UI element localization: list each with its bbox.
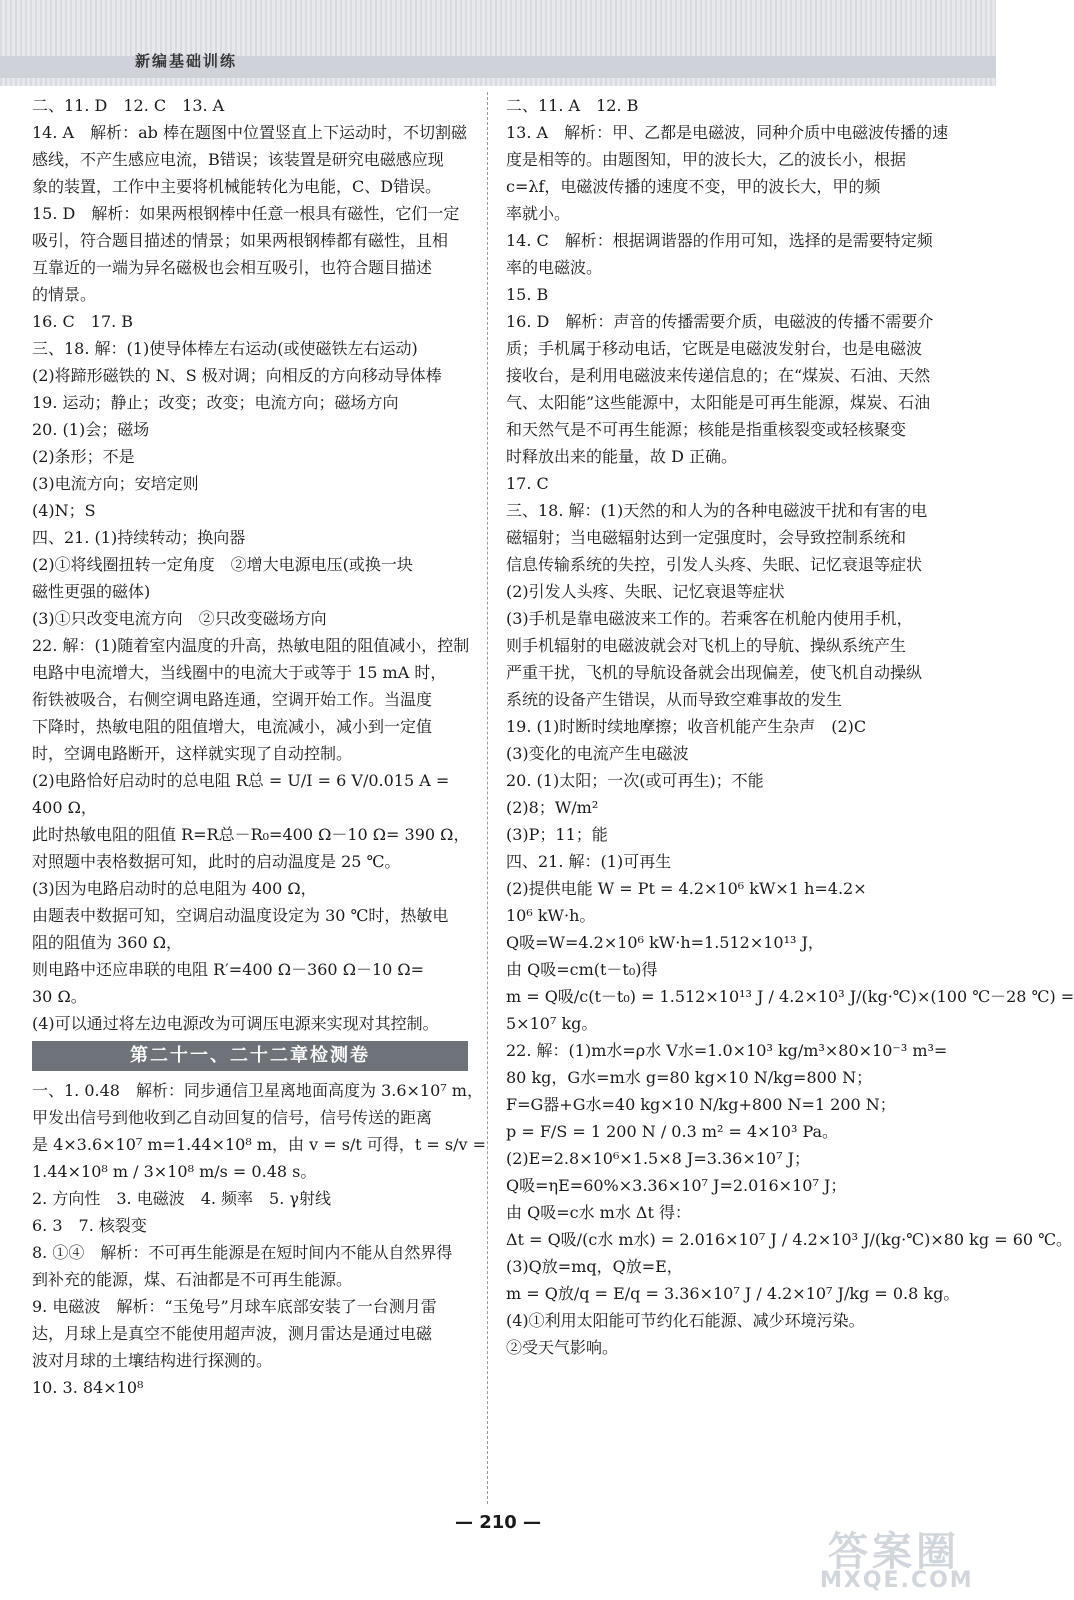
answer-line: 和天然气是不可再生能源；核能是指重核裂变或轻核聚变 [506, 420, 907, 439]
answer-line: 9. 电磁波 解析：“玉兔号”月球车底部安装了一台测月雷 [32, 1297, 437, 1316]
answer-line: 14. C 解析：根据调谐器的作用可知，选择的是需要特定频 [506, 231, 933, 250]
answer-line: 电路中电流增大，当线圈中的电流大于或等于 15 mA 时， [32, 663, 447, 682]
answer-line: 22. 解：(1)m水=ρ水 V水=1.0×10³ kg/m³×80×10⁻³ m³= [506, 1041, 948, 1060]
answer-line: 8. ①④ 解析：不可再生能源是在短时间内不能从自然界得 [32, 1243, 453, 1262]
answer-line: 由 Q吸=cm(t－t₀)得 [506, 960, 658, 979]
answer-line: 接收台，是利用电磁波来传递信息的；在“煤炭、石油、天然 [506, 366, 931, 385]
answer-line: 气、太阳能”这些能源中，太阳能是可再生能源，煤炭、石油 [506, 393, 931, 412]
answer-line: (4)①利用太阳能可节约化石能源、减少环境污染。 [506, 1311, 865, 1330]
answer-line: (2)E=2.8×10⁶×1.5×8 J=3.36×10⁷ J； [506, 1149, 811, 1168]
answer-line: 波对月球的土壤结构进行探测的。 [32, 1351, 273, 1370]
answer-line: 象的装置，工作中主要将机械能转化为电能，C、D错误。 [32, 177, 442, 196]
answer-line: 2. 方向性 3. 电磁波 4. 频率 5. γ射线 [32, 1189, 331, 1208]
answer-line: (2)引发人头疼、失眠、记忆衰退等症状 [506, 582, 785, 601]
answer-line: 14. A 解析：ab 棒在题图中位置竖直上下运动时，不切割磁 [32, 123, 467, 142]
answer-line: 时释放出来的能量，故 D 正确。 [506, 447, 738, 466]
answer-line: 磁性更强的磁体) [32, 582, 151, 601]
answer-line: 严重干扰，飞机的导航设备就会出现偏差，使飞机自动操纵 [506, 663, 923, 682]
answer-line: 则手机辐射的电磁波就会对飞机上的导航、操纵系统产生 [506, 636, 907, 655]
page-number: — 210 — [454, 1512, 542, 1533]
answer-line: (2)电路恰好启动时的总电阻 R总 = U/I = 6 V/0.015 A = [32, 771, 450, 790]
page-header [0, 0, 996, 86]
answer-line: 16. D 解析：声音的传播需要介质，电磁波的传播不需要介 [506, 312, 934, 331]
answer-line: 对照题中表格数据可知，此时的启动温度是 25 ℃。 [32, 852, 401, 871]
answer-line: 17. C [506, 474, 549, 493]
answer-line: (3)①只改变电流方向 ②只改变磁场方向 [32, 609, 327, 628]
answer-line: (2)将蹄形磁铁的 N、S 极对调；向相反的方向移动导体棒 [32, 366, 442, 385]
answer-line: 15. B [506, 285, 549, 304]
watermark-bottom: MXQE.COM [820, 1568, 974, 1593]
answer-line: 率的电磁波。 [506, 258, 603, 277]
answer-line: (3)因为电路启动时的总电阻为 400 Ω， [32, 879, 317, 898]
answer-line: c=λf，电磁波传播的速度不变，甲的波长大，甲的频 [506, 177, 881, 196]
answer-line: 下降时，热敏电阻的阻值增大，电流减小，减小到一定值 [32, 717, 433, 736]
answer-line: 22. 解：(1)随着室内温度的升高，热敏电阻的阻值减小，控制 [32, 636, 470, 655]
left-column [32, 92, 486, 1401]
answer-line: 信息传输系统的失控，引发人头疼、失眠、记忆衰退等症状 [506, 555, 923, 574]
answer-line: (4)可以通过将左边电源改为可调压电源来实现对其控制。 [32, 1014, 439, 1033]
answer-line: 二、11. D 12. C 13. A [32, 96, 225, 115]
left-answers-block-2 [32, 1077, 486, 1401]
answer-line: 此时热敏电阻的阻值 R=R总－R₀=400 Ω－10 Ω= 390 Ω， [32, 825, 470, 844]
answer-line: 阻的阻值为 360 Ω， [32, 933, 182, 952]
header-title: 新编基础训练 [135, 52, 238, 70]
answer-line: 三、18. 解：(1)天然的和人为的各种电磁波干扰和有害的电 [506, 501, 928, 520]
answer-line: 10⁶ kW·h。 [506, 906, 596, 925]
answer-line: 互靠近的一端为异名磁极也会相互吸引，也符合题目描述 [32, 258, 433, 277]
answer-line: 质；手机属于移动电话，它既是电磁波发射台，也是电磁波 [506, 339, 923, 358]
answer-line: 的情景。 [32, 285, 97, 304]
answer-line: F=G器+G水=40 kg×10 N/kg+800 N=1 200 N； [506, 1095, 896, 1114]
answer-line: 19. (1)时断时续地摩擦；收音机能产生杂声 (2)C [506, 717, 867, 736]
answer-line: 二、11. A 12. B [506, 96, 639, 115]
answer-line: 20. (1)会；磁场 [32, 420, 150, 439]
answer-line: 由题表中数据可知，空调启动温度设定为 30 ℃时，热敏电 [32, 906, 449, 925]
answer-line: 5×10⁷ kg。 [506, 1014, 598, 1033]
answer-line: (2)提供电能 W = Pt = 4.2×10⁶ kW×1 h=4.2× [506, 879, 867, 898]
answer-line: 由 Q吸=c水 m水 Δt 得： [506, 1203, 691, 1222]
answer-line: 达，月球上是真空不能使用超声波，测月雷达是通过电磁 [32, 1324, 433, 1343]
answer-line: 一、1. 0.48 解析：同步通信卫星离地面高度为 3.6×10⁷ m， [32, 1081, 483, 1100]
answer-line: 时，空调电路断开，这样就实现了自动控制。 [32, 744, 353, 763]
answer-line: 磁辐射；当电磁辐射达到一定强度时，会导致控制系统和 [506, 528, 907, 547]
answer-line: 衔铁被吸合，右侧空调电路连通，空调开始工作。当温度 [32, 690, 433, 709]
answer-line: Δt = Q吸/(c水 m水) = 2.016×10⁷ J / 4.2×10³ J/(kg·℃)×80 kg = 60 ℃。 [506, 1230, 1073, 1249]
answer-line: 13. A 解析：甲、乙都是电磁波，同种介质中电磁波传播的速 [506, 123, 949, 142]
answer-line: (3)变化的电流产生电磁波 [506, 744, 689, 763]
answer-line: 6. 3 7. 核裂变 [32, 1216, 147, 1235]
answer-line: 是 4×3.6×10⁷ m=1.44×10⁸ m，由 v = s/t 可得，t = s/v = [32, 1135, 486, 1154]
answer-line: 度是相等的。由题图知，甲的波长大，乙的波长小，根据 [506, 150, 907, 169]
answer-line: 到补充的能源，煤、石油都是不可再生能源。 [32, 1270, 353, 1289]
answer-line: (2)①将线圈扭转一定角度 ②增大电源电压(或换一块 [32, 555, 413, 574]
answer-line: m = Q吸/c(t－t₀) = 1.512×10¹³ J / 4.2×10³ J/(kg·℃)×(100 ℃－28 ℃) = [506, 987, 1074, 1006]
answer-line: 系统的设备产生错误，从而导致空难事故的发生 [506, 690, 843, 709]
answer-line: 16. C 17. B [32, 312, 134, 331]
answer-line: 四、21. (1)持续转动；换向器 [32, 528, 246, 547]
section-banner: 第二十一、二十二章检测卷 [32, 1041, 468, 1071]
watermark-logo [810, 1520, 990, 1596]
answer-line: (3)P；11；能 [506, 825, 608, 844]
watermark-top: 答案圈 [828, 1529, 960, 1575]
answer-line: (3)手机是靠电磁波来工作的。若乘客在机舱内使用手机， [506, 609, 913, 628]
answer-line: ②受天气影响。 [506, 1338, 619, 1357]
column-divider [487, 92, 488, 1504]
answer-line: (4)N；S [32, 501, 96, 520]
answer-line: m = Q放/q = E/q = 3.36×10⁷ J / 4.2×10⁷ J/kg = 0.8 kg。 [506, 1284, 960, 1303]
answer-line: 感线，不产生感应电流，B错误；该装置是研究电磁感应现 [32, 150, 444, 169]
answer-line: (3)电流方向；安培定则 [32, 474, 199, 493]
answer-line: 30 Ω。 [32, 987, 87, 1006]
right-column [506, 92, 1074, 1361]
answer-line: 则电路中还应串联的电阻 R′=400 Ω－360 Ω－10 Ω= [32, 960, 425, 979]
answer-line: 三、18. 解：(1)使导体棒左右运动(或使磁铁左右运动) [32, 339, 418, 358]
answer-line: p = F/S = 1 200 N / 0.3 m² = 4×10³ Pa。 [506, 1122, 839, 1141]
answer-line: 1.44×10⁸ m / 3×10⁸ m/s = 0.48 s。 [32, 1162, 317, 1181]
answer-line: (2)条形；不是 [32, 447, 135, 466]
left-answers-block [32, 92, 468, 1037]
answer-line: 400 Ω， [32, 798, 97, 817]
answer-line: 10. 3. 84×10⁸ [32, 1378, 144, 1397]
answer-line: 15. D 解析：如果两根钢棒中任意一根具有磁性，它们一定 [32, 204, 460, 223]
answer-line: 率就小。 [506, 204, 571, 223]
answer-line: (2)8；W/m² [506, 798, 599, 817]
answer-line: 甲发出信号到他收到乙自动回复的信号，信号传送的距离 [32, 1108, 433, 1127]
answer-line: 20. (1)太阳；一次(或可再生)；不能 [506, 771, 764, 790]
answer-line: Q吸=W=4.2×10⁶ kW·h=1.512×10¹³ J， [506, 933, 824, 952]
right-answers-block [506, 92, 1074, 1361]
answer-line: 19. 运动；静止；改变；改变；电流方向；磁场方向 [32, 393, 399, 412]
answer-line: Q吸=ηE=60%×3.36×10⁷ J=2.016×10⁷ J； [506, 1176, 847, 1195]
answer-line: 80 kg，G水=m水 g=80 kg×10 N/kg=800 N； [506, 1068, 873, 1087]
answer-line: 吸引，符合题目描述的情景；如果两根钢棒都有磁性，且相 [32, 231, 449, 250]
answer-line: 四、21. 解：(1)可再生 [506, 852, 672, 871]
answer-line: (3)Q放=mq，Q放=E， [506, 1257, 683, 1276]
